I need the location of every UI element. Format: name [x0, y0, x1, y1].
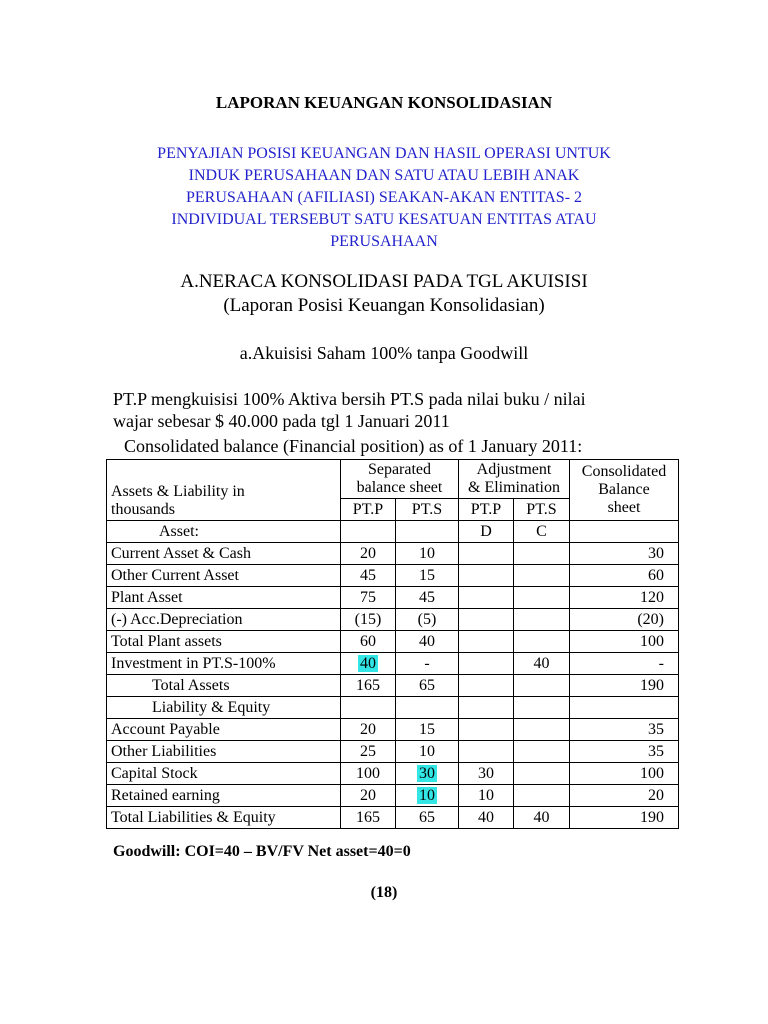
cell-ptp: 25	[341, 741, 396, 763]
subtitle-line: PENYAJIAN POSISI KEUANGAN DAN HASIL OPERASI UNTUK	[157, 145, 611, 162]
page-number: (18)	[370, 884, 398, 901]
cell-ptp: 100	[341, 763, 396, 785]
header-consolidated-line: Balance	[598, 481, 650, 498]
cell-credit: 40	[514, 807, 570, 829]
cell-pts	[396, 785, 459, 807]
table-row	[107, 653, 679, 675]
cell-debit	[459, 543, 514, 565]
cell-debit	[459, 565, 514, 587]
cell-debit: 30	[459, 763, 514, 785]
subtitle-line: INDUK PERUSAHAAN DAN SATU ATAU LEBIH ANAK	[188, 167, 580, 184]
cell-consolidated: 100	[570, 631, 679, 653]
highlighted-value: 30	[419, 764, 435, 782]
row-label: Total Liabilities & Equity	[107, 807, 341, 829]
table-header-row	[107, 460, 679, 499]
cell-credit	[514, 763, 570, 785]
table-row	[107, 719, 679, 741]
table-row	[107, 587, 679, 609]
cell-debit: 10	[459, 785, 514, 807]
cell-credit	[514, 565, 570, 587]
cell-ptp: 60	[341, 631, 396, 653]
subtitle-line: PERUSAHAAN (AFILIASI) SEAKAN-AKAN ENTITAS- 2	[185, 189, 583, 206]
cell-ptp: 75	[341, 587, 396, 609]
table-caption: Consolidated balance (Financial position) as of 1 January 2011:	[124, 436, 583, 456]
cell-debit: 40	[459, 807, 514, 829]
cell-pts	[396, 521, 459, 543]
header-adj-ptp: PT.P	[459, 499, 514, 521]
header-label-line: Assets & Liability in	[111, 483, 245, 500]
cell-pts: 45	[396, 587, 459, 609]
balance-sheet-table	[106, 459, 679, 829]
cell-debit	[459, 741, 514, 763]
subtitle-line: INDIVIDUAL TERSEBUT SATU KESATUAN ENTITAS ATAU	[171, 211, 597, 228]
subtitle-line: PERUSAHAAN	[330, 233, 438, 250]
cell-debit	[459, 697, 514, 719]
cell-debit	[459, 653, 514, 675]
header-separated	[341, 460, 459, 499]
row-label: Total Assets	[107, 675, 341, 697]
header-adj-pts: PT.S	[514, 499, 570, 521]
cell-pts: 15	[396, 565, 459, 587]
table-row	[107, 763, 679, 785]
cell-credit	[514, 697, 570, 719]
header-pts: PT.S	[396, 499, 459, 521]
cell-consolidated: 35	[570, 719, 679, 741]
cell-credit	[514, 719, 570, 741]
cell-ptp	[341, 653, 396, 675]
cell-debit	[459, 675, 514, 697]
cell-consolidated: 190	[570, 675, 679, 697]
intro-line: wajar sebesar $ 40.000 pada tgl 1 Januari 2011	[113, 411, 450, 431]
table-row	[107, 675, 679, 697]
cell-debit	[459, 609, 514, 631]
intro-line: PT.P mengkuisisi 100% Aktiva bersih PT.S pada nilai buku / nilai	[113, 389, 586, 409]
cell-ptp: 20	[341, 719, 396, 741]
cell-ptp	[341, 697, 396, 719]
cell-consolidated: (20)	[570, 609, 679, 631]
row-label: Other Liabilities	[107, 741, 341, 763]
cell-consolidated: 120	[570, 587, 679, 609]
row-label: Liability & Equity	[107, 697, 341, 719]
intro-paragraph	[113, 388, 673, 432]
row-label: Current Asset & Cash	[107, 543, 341, 565]
cell-consolidated: 100	[570, 763, 679, 785]
cell-ptp: 45	[341, 565, 396, 587]
cell-credit	[514, 543, 570, 565]
page-title: LAPORAN KEUANGAN KONSOLIDASIAN	[215, 93, 553, 112]
cell-credit	[514, 741, 570, 763]
section-heading	[0, 270, 768, 318]
row-label: Asset:	[107, 521, 341, 543]
table-row	[107, 741, 679, 763]
row-label: Capital Stock	[107, 763, 341, 785]
cell-debit	[459, 587, 514, 609]
cell-consolidated: 60	[570, 565, 679, 587]
cell-credit	[514, 785, 570, 807]
row-label: Investment in PT.S-100%	[107, 653, 341, 675]
cell-consolidated	[570, 521, 679, 543]
header-adjustment-line: Adjustment	[476, 461, 552, 478]
table-row	[107, 697, 679, 719]
cell-credit	[514, 675, 570, 697]
cell-consolidated	[570, 697, 679, 719]
cell-consolidated: 190	[570, 807, 679, 829]
row-label: Retained earning	[107, 785, 341, 807]
header-adjustment	[459, 460, 570, 499]
cell-debit	[459, 631, 514, 653]
cell-pts: 10	[396, 543, 459, 565]
section-subtitle: (Laporan Posisi Keuangan Konsolidasian)	[223, 295, 545, 316]
cell-ptp: (15)	[341, 609, 396, 631]
row-label: Other Current Asset	[107, 565, 341, 587]
header-consolidated-line: Consolidated	[581, 463, 667, 480]
header-label-line: thousands	[111, 501, 175, 518]
cell-credit	[514, 587, 570, 609]
cell-consolidated: 20	[570, 785, 679, 807]
header-consolidated-line: sheet	[607, 499, 641, 516]
cell-pts: -	[396, 653, 459, 675]
cell-consolidated: 35	[570, 741, 679, 763]
cell-credit	[514, 609, 570, 631]
cell-pts: 15	[396, 719, 459, 741]
cell-ptp: 165	[341, 675, 396, 697]
cell-credit: C	[514, 521, 570, 543]
cell-debit: D	[459, 521, 514, 543]
header-adjustment-line: & Elimination	[468, 479, 560, 496]
cell-pts: 65	[396, 675, 459, 697]
goodwill-note: Goodwill: COI=40 – BV/FV Net asset=40=0	[113, 843, 411, 860]
subtitle	[110, 143, 658, 253]
cell-pts: 65	[396, 807, 459, 829]
header-ptp: PT.P	[341, 499, 396, 521]
cell-credit: 40	[514, 653, 570, 675]
cell-consolidated: 30	[570, 543, 679, 565]
cell-pts: 10	[396, 741, 459, 763]
section-title: A.NERACA KONSOLIDASI PADA TGL AKUISISI	[180, 271, 588, 292]
cell-pts	[396, 697, 459, 719]
highlighted-value: 40	[360, 654, 376, 672]
header-separated-line: Separated	[367, 461, 432, 478]
table-row	[107, 543, 679, 565]
cell-pts: (5)	[396, 609, 459, 631]
cell-debit	[459, 719, 514, 741]
table-row	[107, 521, 679, 543]
cell-pts: 40	[396, 631, 459, 653]
row-label: (-) Acc.Depreciation	[107, 609, 341, 631]
cell-consolidated: -	[570, 653, 679, 675]
cell-ptp: 20	[341, 543, 396, 565]
row-label: Total Plant assets	[107, 631, 341, 653]
header-label-cell	[107, 460, 341, 521]
subsection-title: a.Akuisisi Saham 100% tanpa Goodwill	[239, 343, 529, 363]
highlighted-value: 10	[419, 786, 435, 804]
cell-ptp	[341, 521, 396, 543]
table-row	[107, 785, 679, 807]
table-row	[107, 807, 679, 829]
row-label: Plant Asset	[107, 587, 341, 609]
table-row	[107, 609, 679, 631]
cell-ptp: 20	[341, 785, 396, 807]
cell-credit	[514, 631, 570, 653]
header-separated-line: balance sheet	[356, 479, 443, 496]
cell-pts	[396, 763, 459, 785]
cell-ptp: 165	[341, 807, 396, 829]
header-consolidated	[570, 460, 679, 521]
table-row	[107, 631, 679, 653]
table-row	[107, 565, 679, 587]
row-label: Account Payable	[107, 719, 341, 741]
